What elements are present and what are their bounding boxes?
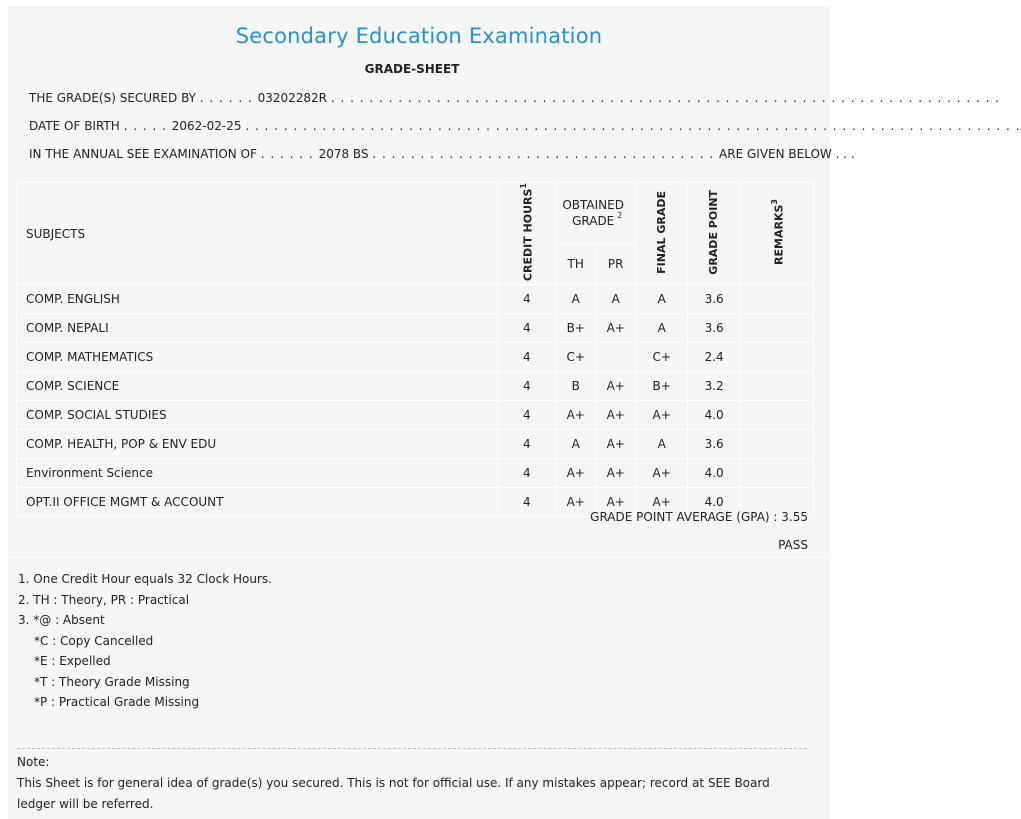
credit-cell: 4 bbox=[498, 343, 556, 372]
header-subjects: SUBJECTS bbox=[17, 183, 498, 285]
remarks-cell bbox=[741, 401, 814, 430]
header-final-grade: FINAL GRADE bbox=[636, 183, 688, 285]
table-row bbox=[17, 401, 814, 430]
footnotes bbox=[18, 569, 272, 713]
final-grade-cell: A bbox=[636, 314, 688, 343]
footnote-item: *T : Theory Grade Missing bbox=[34, 674, 190, 689]
exam-line: IN THE ANNUAL SEE EXAMINATION OF . . . . . . 2078 BS . . . . . . . . . . . . . . . . . . . . . . . . . . . . . . . . . . . . ARE GIVEN BELOW . . . bbox=[29, 147, 855, 161]
final-grade-cell: A+ bbox=[636, 488, 688, 517]
credit-cell: 4 bbox=[498, 430, 556, 459]
secured-by-label: THE GRADE(S) SECURED BY bbox=[29, 91, 196, 105]
subject-cell: COMP. ENGLISH bbox=[17, 285, 498, 314]
divider bbox=[8, 557, 830, 558]
final-grade-cell: A bbox=[636, 285, 688, 314]
pr-grade-cell: A+ bbox=[596, 401, 636, 430]
remarks-cell bbox=[741, 285, 814, 314]
exam-value: 2078 BS bbox=[318, 147, 369, 161]
dob-label: DATE OF BIRTH bbox=[29, 119, 120, 133]
grade-point-cell: 4.0 bbox=[688, 459, 741, 488]
footnote-item: *P : Practical Grade Missing bbox=[34, 695, 200, 709]
remarks-cell bbox=[741, 343, 814, 372]
grade-point-cell: 2.4 bbox=[688, 343, 741, 372]
pr-grade-cell: A+ bbox=[596, 314, 636, 343]
secured-by-value: 03202282R bbox=[257, 91, 327, 105]
secured-by-line: THE GRADE(S) SECURED BY . . . . . . 03202282R . . . . . . . . . . . . . . . . . . . . . . . . . . . . . . . . . . . . . . . . . . . . . . . . . . . . . . . . . . . . . . . . . . . . . . bbox=[29, 91, 1001, 105]
disclaimer-note bbox=[17, 752, 807, 815]
final-grade-cell: A+ bbox=[636, 401, 688, 430]
header-th: TH bbox=[556, 244, 596, 284]
table-row bbox=[17, 372, 814, 401]
table-row bbox=[17, 459, 814, 488]
header-grade-point: GRADE POINT bbox=[688, 183, 741, 285]
grade-sheet bbox=[8, 6, 1021, 819]
grade-point-cell: 4.0 bbox=[688, 401, 741, 430]
final-grade-cell: B+ bbox=[636, 372, 688, 401]
final-grade-cell: A bbox=[636, 430, 688, 459]
pr-grade-cell: A bbox=[596, 285, 636, 314]
table-row bbox=[17, 430, 814, 459]
table-row bbox=[17, 343, 814, 372]
table-row bbox=[17, 314, 814, 343]
subject-cell: COMP. MATHEMATICS bbox=[17, 343, 498, 372]
note-divider bbox=[17, 748, 807, 749]
grade-point-cell: 3.2 bbox=[688, 372, 741, 401]
header-credit-hours: CREDIT HOURS$^1$ bbox=[498, 183, 556, 285]
th-grade-cell: B+ bbox=[556, 314, 596, 343]
grade-point-cell: 4.0 bbox=[688, 488, 741, 517]
subject-cell: COMP. SOCIAL STUDIES bbox=[17, 401, 498, 430]
credit-cell: 4 bbox=[498, 285, 556, 314]
result-status: PASS bbox=[778, 538, 808, 552]
credit-cell: 4 bbox=[498, 314, 556, 343]
pr-grade-cell bbox=[596, 343, 636, 372]
final-grade-cell: A+ bbox=[636, 459, 688, 488]
exam-label: IN THE ANNUAL SEE EXAMINATION OF bbox=[29, 147, 257, 161]
pr-grade-cell: A+ bbox=[596, 488, 636, 517]
th-grade-cell: C+ bbox=[556, 343, 596, 372]
grade-point-cell: 3.6 bbox=[688, 285, 741, 314]
th-grade-cell: B bbox=[556, 372, 596, 401]
footnote-item: *E : Expelled bbox=[34, 654, 111, 668]
page-subtitle: GRADE-SHEET bbox=[364, 62, 460, 76]
table-row bbox=[17, 285, 814, 314]
subject-cell: OPT.II OFFICE MGMT & ACCOUNT bbox=[17, 488, 498, 517]
exam-suffix: ARE GIVEN BELOW . . . bbox=[719, 147, 855, 161]
credit-cell: 4 bbox=[498, 372, 556, 401]
pr-grade-cell: A+ bbox=[596, 372, 636, 401]
pr-grade-cell: A+ bbox=[596, 430, 636, 459]
header-obtained-grade: OBTAINED GRADE $^2$ bbox=[556, 183, 636, 245]
final-grade-cell: C+ bbox=[636, 343, 688, 372]
note-label: Note: bbox=[17, 755, 50, 769]
remarks-cell bbox=[741, 314, 814, 343]
dob-value: 2062-02-25 bbox=[171, 119, 242, 133]
dob-line: DATE OF BIRTH . . . . . 2062-02-25 . . . . . . . . . . . . . . . . . . . . . . . . . . . . . . . . . . . . . . . . . . . . . . . . . . . . . . . . . . . . . . . . . . . . . . . . . . . . . . . . . bbox=[29, 119, 1021, 133]
th-grade-cell: A+ bbox=[556, 401, 596, 430]
note-text: This Sheet is for general idea of grade(s) you secured. This is not for official use. If any mistakes appear; record at SEE Board ledger will be referred. bbox=[17, 776, 770, 811]
credit-cell: 4 bbox=[498, 459, 556, 488]
footnote-item: *C : Copy Cancelled bbox=[34, 633, 154, 648]
subject-cell: COMP. NEPALI bbox=[17, 314, 498, 343]
grades-table bbox=[16, 182, 814, 517]
credit-cell: 4 bbox=[498, 401, 556, 430]
grade-point-cell: 3.6 bbox=[688, 430, 741, 459]
footnote-item: 2. TH : Theory, PR : Practical bbox=[18, 592, 190, 607]
th-grade-cell: A+ bbox=[556, 459, 596, 488]
th-grade-cell: A bbox=[556, 430, 596, 459]
grade-point-cell: 3.6 bbox=[688, 314, 741, 343]
credit-cell: 4 bbox=[498, 488, 556, 517]
pr-grade-cell: A+ bbox=[596, 459, 636, 488]
page-title: Secondary Education Examination bbox=[235, 24, 603, 48]
subject-cell: Environment Science bbox=[17, 459, 498, 488]
th-grade-cell: A+ bbox=[556, 488, 596, 517]
remarks-cell bbox=[741, 459, 814, 488]
th-grade-cell: A bbox=[556, 285, 596, 314]
footnote-item: 1. One Credit Hour equals 32 Clock Hours. bbox=[18, 572, 272, 586]
header-remarks: REMARKS$^3$ bbox=[741, 183, 814, 285]
header-pr: PR bbox=[596, 244, 636, 284]
footnote-item: 3. *@ : Absent bbox=[18, 613, 105, 627]
remarks-cell bbox=[741, 430, 814, 459]
subject-cell: COMP. HEALTH, POP & ENV EDU bbox=[17, 430, 498, 459]
gpa-summary: GRADE POINT AVERAGE (GPA) : 3.55 bbox=[590, 510, 808, 524]
remarks-cell bbox=[741, 372, 814, 401]
subject-cell: COMP. SCIENCE bbox=[17, 372, 498, 401]
